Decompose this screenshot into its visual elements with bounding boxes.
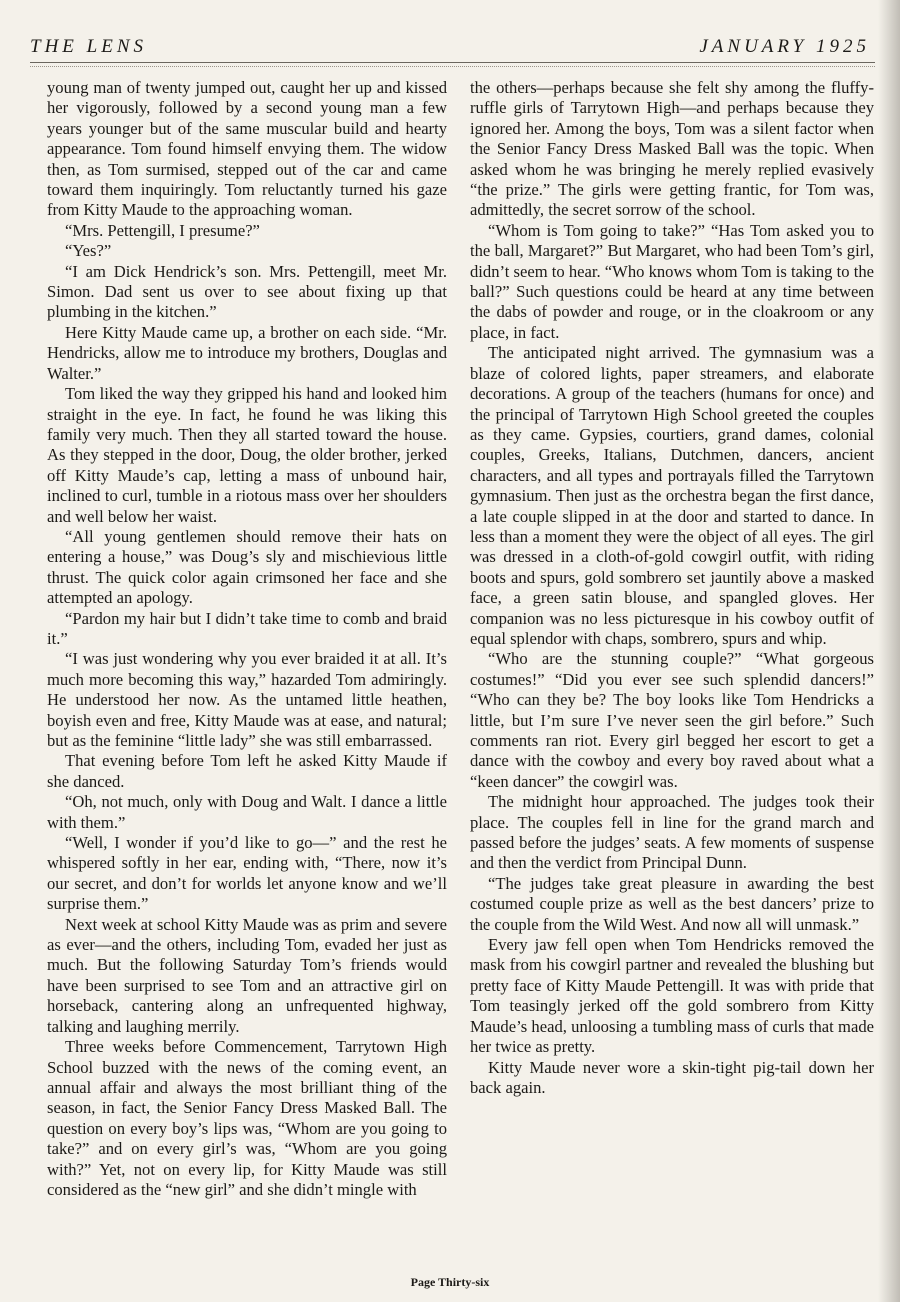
paragraph: Three weeks before Commencement, Tarrytown High School buzzed with the news of the coming event, an annual affair and always the most brilliant thing of the season, in fact, the Senior Fancy Dress Masked Ball. The question on every boy’s lips was, “Whom are you going to take?” and on every girl’s was, “Whom are you going with?” Yet, not on every lip, for Kitty Maude was still considered as the “new girl” and she didn’t mingle with xyxy=(47,1037,447,1199)
paragraph: “The judges take great pleasure in awarding the best costumed couple prize as well as the best dancers’ prize to the couple from the Wild West. And now all will unmask.” xyxy=(470,873,874,934)
text-column-right xyxy=(470,78,874,1268)
page-number: Page Thirty-six xyxy=(410,1275,490,1289)
paragraph: The anticipated night arrived. The gymnasium was a blaze of colored lights, paper streamers, and elaborate decorations. A group of the teachers (humans for once) and the principal of Tarrytown High School greeted the couples as they came. Gypsies, courtiers, grand dames, colonial couples, Greeks, Italians, Dutchmen, dancers, ancient characters, and all types and portrayals filled the Tarrytown gymnasium. Then just as the orchestra began the first dance, a late couple slipped in at the door and started to dance. In less than a moment they were the object of all eyes. The girl was dressed in a cloth-of-gold cowgirl outfit, with riding boots and spurs, gold sombrero set jauntily above a masked face, a green satin blouse, and spangled gloves. Her companion was no less picturesque in his cowboy outfit of equal splendor with chaps, sombrero, spurs and whip. xyxy=(470,343,874,648)
paragraph: Here Kitty Maude came up, a brother on each side. “Mr. Hendricks, allow me to introduce my brothers, Douglas and Walter.” xyxy=(47,322,447,383)
running-header xyxy=(30,36,870,62)
paragraph: young man of twenty jumped out, caught her up and kissed her vigorously, followed by a second young man a few years younger but of the same muscular build and hearty appearance. Tom found himself envying them. The widow then, as Tom surmised, stepped out of the car and came toward them inquiringly. Tom reluctantly turned his gaze from Kitty Maude to the approaching woman. xyxy=(47,78,447,220)
header-rule xyxy=(30,62,875,67)
paragraph: “Who are the stunning couple?” “What gorgeous costumes!” “Did you ever see such splendid dancers!” “Who can they be? The boy looks like Tom Hendricks a little, but I’m sure I’ve never seen the girl before.” Such comments ran riot. Every girl begged her escort to get a dance with the cowboy and every boy raved about what a “keen dancer” the cowgirl was. xyxy=(470,649,874,791)
paragraph: “Well, I wonder if you’d like to go—” and the rest he whispered softly in her ear, ending with, “There, now it’s our secret, and don’t for worlds let anyone know and we’ll surprise them.” xyxy=(47,833,447,914)
paragraph: The midnight hour approached. The judges took their place. The couples fell in line for the grand march and passed before the judges’ seats. A few moments of suspense and then the verdict from Principal Dunn. xyxy=(470,792,874,873)
paragraph: “Mrs. Pettengill, I presume?” xyxy=(65,220,260,240)
paragraph: “Pardon my hair but I didn’t take time to comb and braid it.” xyxy=(47,608,447,648)
issue-date: JANUARY 1925 xyxy=(699,36,870,57)
paragraph: That evening before Tom left he asked Kitty Maude if she danced. xyxy=(47,751,447,791)
paragraph: “I am Dick Hendrick’s son. Mrs. Pettengill, meet Mr. Simon. Dad sent us over to see about fixing up that plumbing in the kitchen.” xyxy=(47,261,447,322)
paragraph: “I was just wondering why you ever braided it at all. It’s much more becoming this way,” hazarded Tom admiringly. He understood her now. As the untamed little heathen, boyish even and free, Kitty Maude was at ease, and natural; but as the feminine “little lady” she was still embarrassed. xyxy=(47,649,447,750)
paragraph: “Yes?” xyxy=(65,241,112,261)
paragraph: the others—perhaps because she felt shy among the fluffy-ruffle girls of Tarrytown High—and perhaps because they ignored her. Among the boys, Tom was a silent factor when the Senior Fancy Dress Masked Ball was the topic. When asked whom he was bringing he merely replied evasively “the prize.” The girls were getting frantic, for Tom was, admittedly, the secret sorrow of the school. xyxy=(470,78,874,220)
paragraph: Every jaw fell open when Tom Hendricks removed the mask from his cowgirl partner and revealed the blushing but pretty face of Kitty Maude Pettengill. It was with pride that Tom teasingly jerked off the gold sombrero from Kitty Maude’s head, unloosing a tumbling mass of curls that made her twice as pretty. xyxy=(470,935,874,1057)
page-edge-shadow xyxy=(878,0,900,1302)
paragraph: Next week at school Kitty Maude was as prim and severe as ever—and the others, including Tom, evaded her just as much. But the following Saturday Tom’s friends would have been surprised to see Tom and an attractive girl on horseback, cantering along an unfrequented highway, talking and laughing merrily. xyxy=(47,914,447,1036)
paragraph: “All young gentlemen should remove their hats on entering a house,” was Doug’s sly and mischievious little thrust. The quick color again crimsoned her face and she attempted an apology. xyxy=(47,526,447,608)
paragraph: “Oh, not much, only with Doug and Walt. I dance a little with them.” xyxy=(47,792,447,832)
paragraph: Tom liked the way they gripped his hand and looked him straight in the eye. In fact, he found he was liking this family very much. Then they all started toward the house. As they stepped in the door, Doug, the older brother, jerked off Kitty Maude’s cap, letting a mass of unbound hair, inclined to curl, tumble in a riotous mass over her shoulders and well below her waist. xyxy=(47,384,447,526)
paragraph: Kitty Maude never wore a skin-tight pig-tail down her back again. xyxy=(470,1057,874,1097)
paragraph: “Whom is Tom going to take?” “Has Tom asked you to the ball, Margaret?” But Margaret, who had been Tom’s girl, didn’t seem to hear. “Who knows whom Tom is taking to the ball?” Such questions could be heard at any time between the dabs of powder and rouge, or in the cloakroom or any place, in fact. xyxy=(470,220,874,342)
text-column-left xyxy=(47,78,447,1268)
publication-title: THE LENS xyxy=(30,36,147,57)
